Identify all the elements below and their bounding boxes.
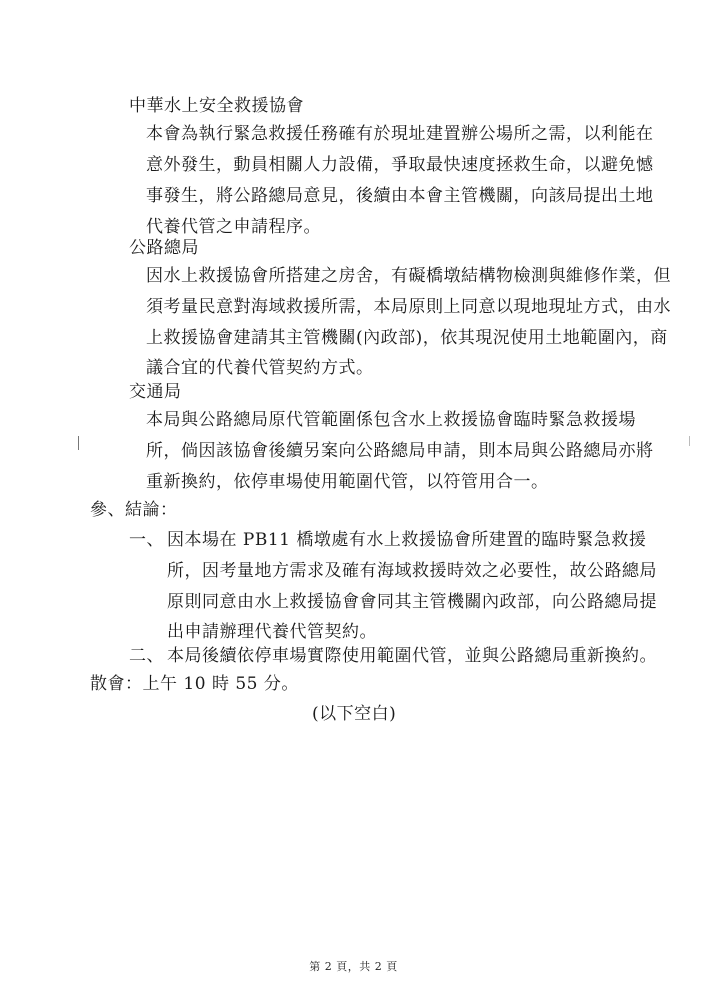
conclusion-item-2-text: 本局後續依停車場實際使用範圍代管，並與公路總局重新換約。 [167, 646, 657, 666]
page-number-footer: 第 2 頁，共 2 頁 [309, 960, 398, 973]
paragraph-line: 重新換約，依停車場使用範圍代管，以符管用合一。 [146, 472, 549, 492]
adjourn-time: 散會：上午 10 時 55 分。 [90, 674, 299, 694]
section-heading-transport-bureau: 交通局 [129, 382, 182, 402]
paragraph-line: 上救援協會建請其主管機關(內政部)，依其現況使用土地範圍內，商 [146, 328, 668, 348]
conclusion-heading: 參、結論： [90, 500, 178, 520]
paragraph-line: 本局與公路總局原代管範圍係包含水上救援協會臨時緊急救援場 [146, 410, 636, 430]
paragraph-line: 所，倘因該協會後續另案向公路總局申請，則本局與公路總局亦將 [146, 441, 654, 461]
paragraph-line: 事發生，將公路總局意見，後續由本會主管機關，向該局提出土地 [146, 186, 654, 206]
conclusion-item-1-line: 原則同意由水上救援協會會同其主管機關內政部，向公路總局提 [167, 592, 657, 612]
blank-below-note: (以下空白) [312, 704, 397, 724]
paragraph-line: 須考量民意對海域救援所需，本局原則上同意以現地現址方式，由水 [146, 297, 671, 317]
conclusion-item-2-number: 二、 [129, 646, 164, 666]
conclusion-item-1-line: 出申請辦理代養代管契約。 [167, 622, 377, 642]
paragraph-line: 代養代管之申請程序。 [146, 217, 321, 237]
paragraph-line: 因水上救援協會所搭建之房舍，有礙橋墩結構物檢測與維修作業，但 [146, 266, 671, 286]
conclusion-item-1-line: 因本場在 PB11 橋墩處有水上救援協會所建置的臨時緊急救援 [167, 530, 647, 550]
paragraph-line: 議合宜的代養代管契約方式。 [146, 358, 374, 378]
section-heading-rescue-association: 中華水上安全救援協會 [129, 96, 304, 116]
conclusion-item-1-number: 一、 [129, 530, 164, 550]
paragraph-line: 意外發生，動員相關人力設備，爭取最快速度拯救生命，以避免憾 [146, 155, 654, 175]
scan-margin-mark [78, 436, 79, 450]
scan-margin-mark [689, 436, 690, 446]
conclusion-item-1-line: 所，因考量地方需求及確有海域救援時效之必要性，故公路總局 [167, 561, 657, 581]
section-heading-highway-bureau: 公路總局 [129, 238, 199, 258]
paragraph-line: 本會為執行緊急救援任務確有於現址建置辦公場所之需，以利能在 [146, 124, 654, 144]
